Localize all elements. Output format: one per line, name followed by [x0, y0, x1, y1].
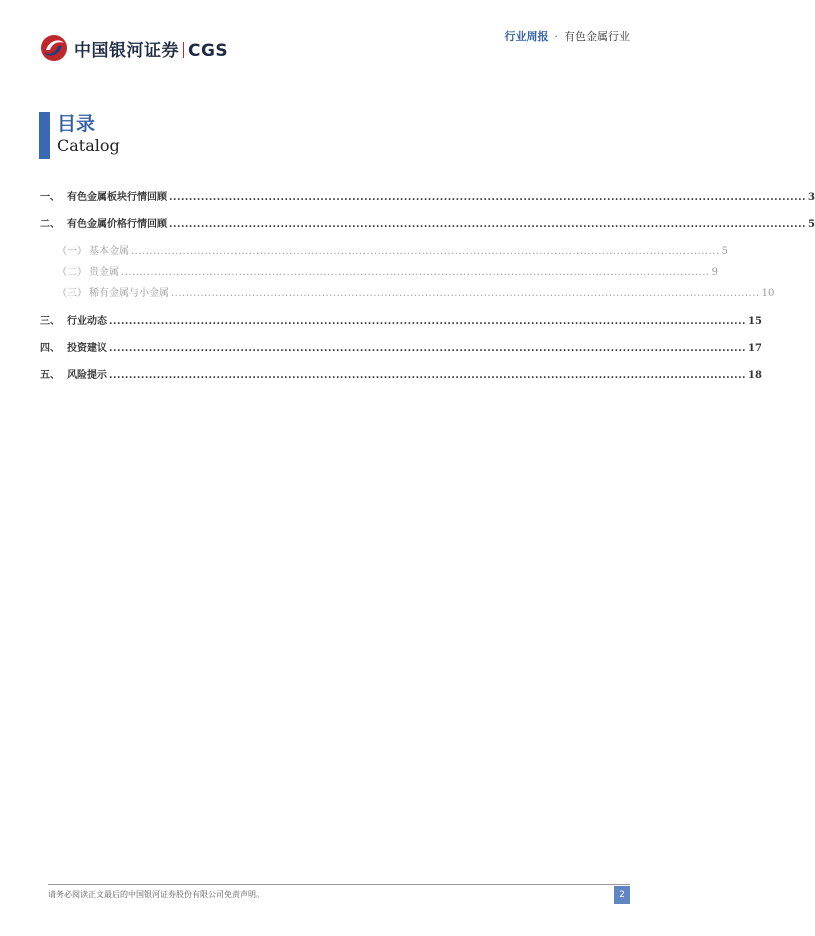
header-separator: ·	[554, 30, 558, 43]
toc-leader-dots: ................................................................................................................................................................	[171, 288, 760, 299]
toc-entry-label: 投资建议	[67, 343, 107, 354]
toc-entry-page: 10	[761, 288, 775, 299]
toc-leader-dots: ................................................................................................................................................................	[169, 192, 807, 203]
toc-leader-dots: ................................................................................................................................................................	[109, 343, 747, 354]
catalog-subtitle: Catalog	[57, 136, 120, 155]
toc-entry-label: 贵金属	[89, 267, 119, 278]
toc-entry-number: 四、	[40, 343, 60, 354]
toc-leader-dots: ................................................................................................................................................................	[109, 370, 747, 381]
logo-company-name: 中国银河证券	[74, 40, 179, 61]
toc-entry-number: 五、	[40, 370, 60, 381]
logo-brand: CGS	[188, 40, 229, 61]
toc-entry-page: 18	[748, 370, 762, 381]
toc-entry-number: 三、	[40, 316, 60, 327]
toc-entry-label: 有色金属价格行情回顾	[67, 219, 167, 230]
company-logo	[40, 34, 228, 62]
toc-entry-page: 3	[808, 192, 815, 203]
toc-entry-page: 17	[748, 343, 762, 354]
heading-accent-bar	[39, 112, 50, 159]
toc-entry[interactable]	[40, 188, 815, 203]
toc-entry-number: （二）	[57, 267, 87, 278]
toc-entry[interactable]	[57, 263, 718, 278]
toc-entry-page: 9	[711, 267, 718, 278]
toc-entry[interactable]	[40, 339, 762, 354]
toc-entry-label: 风险提示	[67, 370, 107, 381]
footer-disclaimer: 请务必阅读正文最后的中国银河证券股份有限公司免责声明。	[48, 890, 264, 899]
logo-wordmark	[74, 36, 228, 61]
toc-entry[interactable]	[40, 366, 762, 381]
toc-entry-number: （三）	[57, 288, 87, 299]
toc-entry-label: 基本金属	[89, 246, 129, 257]
toc-leader-dots: ................................................................................................................................................................	[131, 246, 720, 257]
toc-entry-number: 二、	[40, 219, 60, 230]
toc-entry[interactable]	[57, 242, 728, 257]
footer-divider	[48, 884, 630, 885]
toc-leader-dots: ................................................................................................................................................................	[109, 316, 747, 327]
page-number-badge: 2	[614, 886, 630, 904]
toc-entry[interactable]	[57, 284, 775, 299]
catalog-title: 目录	[57, 113, 96, 135]
toc-entry-number: 一、	[40, 192, 60, 203]
toc-leader-dots: ................................................................................................................................................................	[169, 219, 807, 230]
toc-entry-page: 5	[808, 219, 815, 230]
toc-entry[interactable]	[40, 312, 762, 327]
toc-entry-label: 稀有金属与小金属	[89, 288, 169, 299]
industry-name: 有色金属行业	[564, 30, 630, 43]
toc-entry-page: 5	[721, 246, 728, 257]
toc-leader-dots: ................................................................................................................................................................	[121, 267, 710, 278]
cgs-logo-icon	[40, 34, 68, 62]
toc-entry[interactable]	[40, 215, 815, 230]
toc-entry-number: （一）	[57, 246, 87, 257]
toc-entry-label: 有色金属板块行情回顾	[67, 192, 167, 203]
header-report-info	[505, 28, 631, 44]
toc-entry-label: 行业动态	[67, 316, 107, 327]
toc-entry-page: 15	[748, 316, 762, 327]
report-type: 行业周报	[504, 30, 549, 43]
logo-divider	[183, 42, 184, 58]
